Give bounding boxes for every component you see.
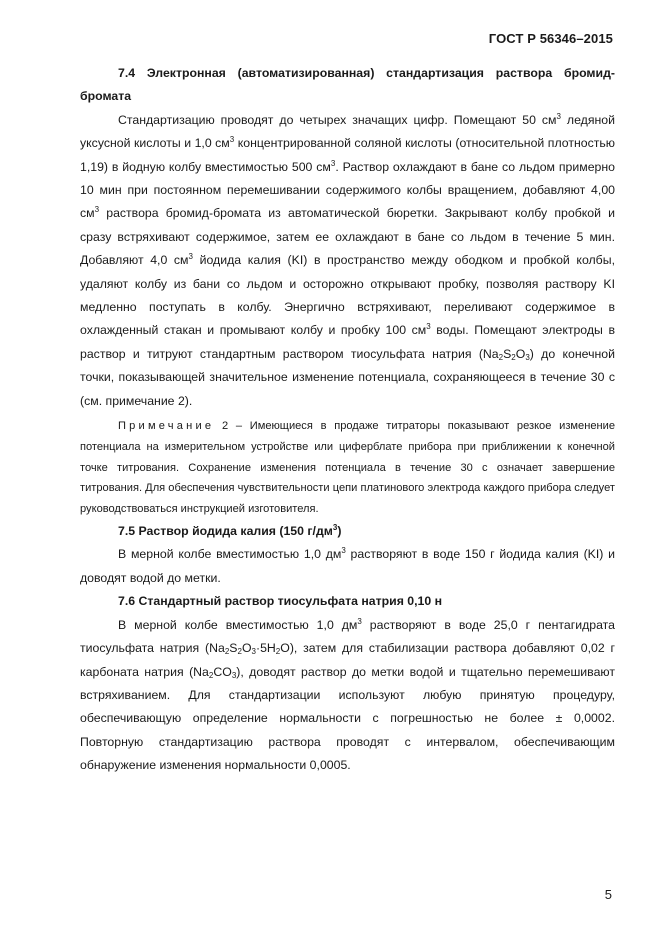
section-7-4-body: Стандартизацию проводят до четырех значащих цифр. Помещают 50 $см^3$ ледяной уксусной кислоты и 1,0 $см^3$ концентрированной соляной кислоты (относительной плотностью 1,19) в йодную колбу вместимостью 500 $см^3$. Раствор охлаждают в бане со льдом примерно 10 мин при постоянном перемешивании содержимого колбы вращением, добавляют 4,00 $см^3$ раствора бромид-бромата из автоматической бюретки. Закрывают колбу пробкой и сразу встряхивают содержимое, затем ее охлаждают в бане со льдом в течение 5 мин. Добавляют 4,0 $см^3$ йодида калия (KI) в пространство между ободком и пробкой колбы, удаляют колбу из бани со льдом и осторожно открывают пробку, позволяя раствору KI медленно поступать в колбу. Энергично встряхивают, переливают содержимое в охлажденный стакан и промывают колбу и пробку 100 $см^3$ воды. Помещают электроды в раствор и титруют стандартным раствором тиосульфата натрия $(Na_2S_2O_3)$ до конечной точки, показывающей значительное изменение потенциала, сохраняющееся в течение 30 с (см. примечание 2).: [80, 111, 615, 408]
section-7-6-title: 7.6 Стандартный раствор тиосульфата натрия 0,10 н: [118, 594, 443, 609]
section-7-5-body: В мерной колбе вместимостью 1,0 $дм^3$ растворяют в воде 150 г йодида калия (KI) и доводят водой до метки.: [80, 546, 615, 585]
standard-header: ГОСТ Р 56346–2015: [488, 31, 613, 46]
section-7-4-title: 7.4 Электронная (автоматизированная) стандартизация раствора бромид-бромата: [80, 66, 615, 104]
page-content: [80, 62, 615, 778]
note-2: Примечание 2 – Имеющиеся в продаже титраторы показывают резкое изменение потенциала на измерительном устройстве или циферблате прибора при приближении к конечной точке титрования. Сохранение изменения потенциала в течение 30 с означает завершение титрования. Для обеспечения чувствительности цепи платинового электрода каждого прибора следует руководствоваться инструкцией изготовителя.: [80, 420, 615, 516]
note-label: Примечание: [118, 420, 215, 433]
page-number: 5: [604, 887, 612, 902]
section-7-6-body: В мерной колбе вместимостью 1,0 $дм^3$ растворяют в воде 25,0 г пентагидрата тиосульфата натрия $(Na_2S_2O_3\cdot 5H_2O)$, затем для стабилизации раствора добавляют 0,02 г карбоната натрия $(Na_2CO_3)$, доводят раствор до метки водой и тщательно перемешивают встряхиванием. Для стандартизации используют любую принятую процедуру, обеспечивающую определение нормальности с погрешностью не более ± 0,0002. Повторную стандартизацию раствора проводят с интервалом, обеспечивающим обнаружение изменения нормальности 0,0005.: [80, 616, 615, 773]
section-7-5-title: 7.5 Раствор йодида калия (150 $г/дм^3$): [118, 523, 342, 539]
